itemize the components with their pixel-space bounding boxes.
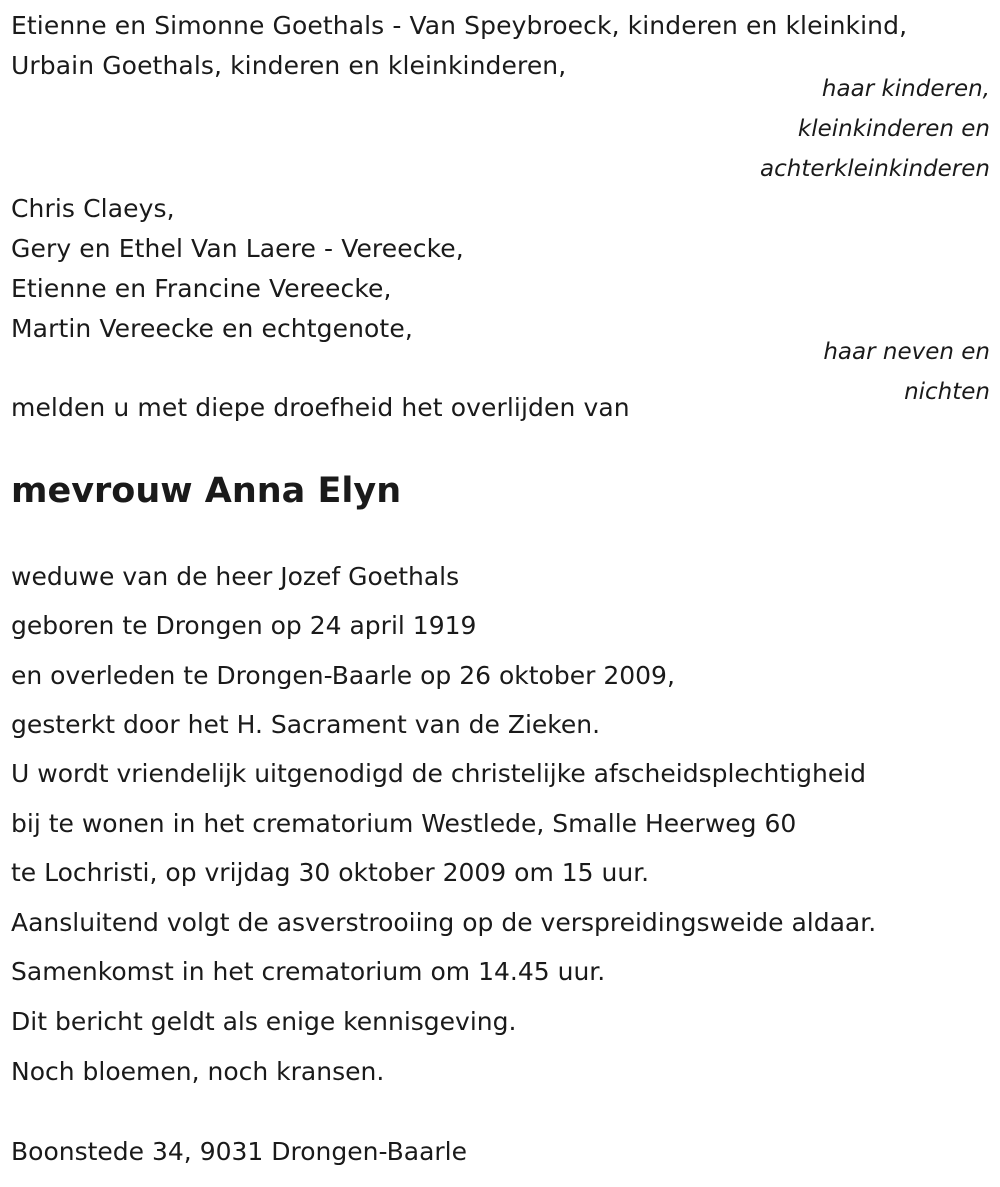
- detail-line-4: gesterkt door het H. Sacrament van de Zieken.: [11, 710, 601, 739]
- detail-line-11: Noch bloemen, noch kransen.: [11, 1057, 385, 1086]
- role-cousins-line-1: haar neven en: [823, 339, 990, 365]
- detail-line-9: Samenkomst in het crematorium om 14.45 uur.: [11, 957, 606, 986]
- detail-line-5: U wordt vriendelijk uitgenodigd de christelijke afscheidsplechtigheid: [11, 759, 867, 788]
- deceased-name: mevrouw Anna Elyn: [11, 471, 402, 511]
- family-line-1: Etienne en Simonne Goethals - Van Speybroeck, kinderen en kleinkind,: [11, 11, 908, 40]
- detail-line-10: Dit bericht geldt als enige kennisgeving.: [11, 1007, 517, 1036]
- role-children-line-1: haar kinderen,: [821, 76, 990, 102]
- family-line-5: Etienne en Francine Vereecke,: [11, 274, 392, 303]
- detail-line-1: weduwe van de heer Jozef Goethals: [11, 562, 460, 591]
- family-line-3: Chris Claeys,: [11, 194, 175, 223]
- detail-line-2: geboren te Drongen op 24 april 1919: [11, 611, 477, 640]
- detail-line-3: en overleden te Drongen-Baarle op 26 oktober 2009,: [11, 661, 675, 690]
- family-line-4: Gery en Ethel Van Laere - Vereecke,: [11, 234, 464, 263]
- role-children-line-2: kleinkinderen en: [797, 116, 990, 142]
- role-children-line-3: achterkleinkinderen: [760, 156, 990, 182]
- detail-line-6: bij te wonen in het crematorium Westlede, Smalle Heerweg 60: [11, 809, 797, 838]
- detail-line-8: Aansluitend volgt de asverstrooiing op de verspreidingsweide aldaar.: [11, 908, 877, 937]
- announcement-text: melden u met diepe droefheid het overlijden van: [11, 393, 630, 422]
- family-line-6: Martin Vereecke en echtgenote,: [11, 314, 413, 343]
- address: Boonstede 34, 9031 Drongen-Baarle: [11, 1137, 468, 1166]
- role-cousins-line-2: nichten: [904, 379, 990, 405]
- detail-line-7: te Lochristi, op vrijdag 30 oktober 2009 om 15 uur.: [11, 858, 650, 887]
- family-line-2: Urbain Goethals, kinderen en kleinkinderen,: [11, 51, 567, 80]
